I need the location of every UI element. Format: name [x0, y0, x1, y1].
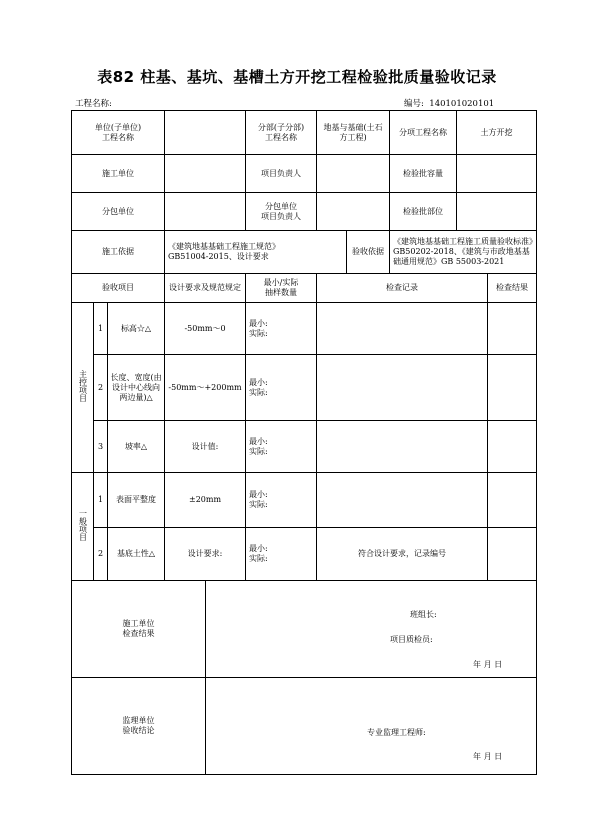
sampling-cell[interactable]: 最小: 实际: [246, 303, 317, 355]
col-item-header: 验收项目 [72, 274, 165, 303]
sampling-cell[interactable]: 最小: 实际: [246, 473, 317, 528]
basis-label: 施工依据 [72, 231, 165, 274]
check-result-cell[interactable] [488, 528, 537, 581]
supervision-date-label: 年 月 日 [473, 752, 503, 761]
item-requirement: 设计要求: [165, 528, 246, 581]
table-row [72, 355, 537, 421]
item-no: 3 [94, 421, 108, 473]
batch-location-label: 检验批部位 [390, 193, 457, 231]
unit-name-label: 单位(子单位) 工程名称 [72, 111, 165, 155]
supervision-area[interactable] [206, 678, 537, 775]
sub-leader-label: 分包单位 项目负责人 [246, 193, 317, 231]
item-no: 1 [94, 473, 108, 528]
header-row-basis [72, 231, 537, 274]
batch-capacity-value[interactable] [457, 155, 537, 193]
sampling-cell[interactable]: 最小: 实际: [246, 355, 317, 421]
table-row [72, 473, 537, 528]
check-result-cell[interactable] [488, 473, 537, 528]
project-name-label: 工程名称: [75, 99, 112, 109]
item-no: 1 [94, 303, 108, 355]
header-row-subcontractor [72, 193, 537, 231]
supervision-row [72, 678, 537, 775]
serial-value: 140101020101 [429, 99, 495, 109]
check-result-cell[interactable] [488, 355, 537, 421]
header-row-construction [72, 155, 537, 193]
column-header-row [72, 274, 537, 303]
check-record-cell[interactable]: 符合设计要求，记录编号 [317, 528, 488, 581]
subcontractor-value[interactable] [165, 193, 246, 231]
supervising-engineer-label: 专业监理工程师: [367, 728, 426, 737]
sampling-cell[interactable]: 最小: 实际: [246, 421, 317, 473]
col-requirement-header: 设计要求及规范规定 [165, 274, 246, 303]
check-record-cell[interactable] [317, 303, 488, 355]
acceptance-basis-value: 《建筑地基基础工程施工质量验收标准》GB50202-2018、《建筑与市政地基基础通用规范》GB 55003-2021 [390, 231, 537, 274]
project-leader-label: 项目负责人 [246, 155, 317, 193]
item-name: 长度、宽度(由设计中心线向两边量)△ [108, 355, 165, 421]
division-name-value: 地基与基础(土石 方工程) [317, 111, 390, 155]
subitem-name-label: 分项工程名称 [390, 111, 457, 155]
acceptance-basis-label: 验收依据 [347, 231, 390, 274]
batch-capacity-label: 检验批容量 [390, 155, 457, 193]
batch-location-value[interactable] [457, 193, 537, 231]
construction-unit-label: 施工单位 [72, 155, 165, 193]
check-result-cell[interactable] [488, 421, 537, 473]
sampling-cell[interactable]: 最小: 实际: [246, 528, 317, 581]
item-requirement: -50mm～+200mm [165, 355, 246, 421]
construction-unit-value[interactable] [165, 155, 246, 193]
item-requirement: 设计值: [165, 421, 246, 473]
construction-date-label: 年 月 日 [473, 660, 503, 669]
col-result-header: 检查结果 [488, 274, 537, 303]
serial-number [404, 97, 494, 109]
serial-label: 编号: [404, 99, 424, 109]
table-row [72, 303, 537, 355]
item-name: 表面平整度 [108, 473, 165, 528]
unit-name-value[interactable] [165, 111, 246, 155]
table-row [72, 421, 537, 473]
inspection-form-table [71, 110, 537, 775]
division-name-label: 分部(子分部) 工程名称 [246, 111, 317, 155]
page-title: 表82 柱基、基坑、基槽土方开挖工程检验批质量验收记录 [97, 68, 497, 86]
check-result-cell[interactable] [488, 303, 537, 355]
col-record-header: 检查记录 [317, 274, 488, 303]
item-no: 2 [94, 528, 108, 581]
subitem-name-value: 土方开挖 [457, 111, 537, 155]
sub-leader-value[interactable] [317, 193, 390, 231]
item-name: 基底土性△ [108, 528, 165, 581]
general-group-label: 一般项目 [72, 473, 94, 581]
quality-inspector-label: 项目质检员: [390, 635, 433, 644]
item-no: 2 [94, 355, 108, 421]
team-leader-label: 班组长: [410, 610, 437, 619]
project-leader-value[interactable] [317, 155, 390, 193]
construction-check-row [72, 581, 537, 678]
check-record-cell[interactable] [317, 355, 488, 421]
col-sampling-header: 最小/实际 抽样数量 [246, 274, 317, 303]
check-record-cell[interactable] [317, 473, 488, 528]
item-name: 标高☆△ [108, 303, 165, 355]
subcontractor-label: 分包单位 [72, 193, 165, 231]
supervision-label: 监理单位 验收结论 [72, 678, 206, 775]
table-row [72, 528, 537, 581]
basis-value: 《建筑地基基础工程施工规范》 GB51004-2015、设计要求 [165, 231, 347, 274]
header-row-unit [72, 111, 537, 155]
construction-check-area[interactable] [206, 581, 537, 678]
main-group-label: 主控项目 [72, 303, 94, 473]
item-requirement: -50mm～0 [165, 303, 246, 355]
check-record-cell[interactable] [317, 421, 488, 473]
construction-check-label: 施工单位 检查结果 [72, 581, 206, 678]
item-requirement: ±20mm [165, 473, 246, 528]
item-name: 坡率△ [108, 421, 165, 473]
